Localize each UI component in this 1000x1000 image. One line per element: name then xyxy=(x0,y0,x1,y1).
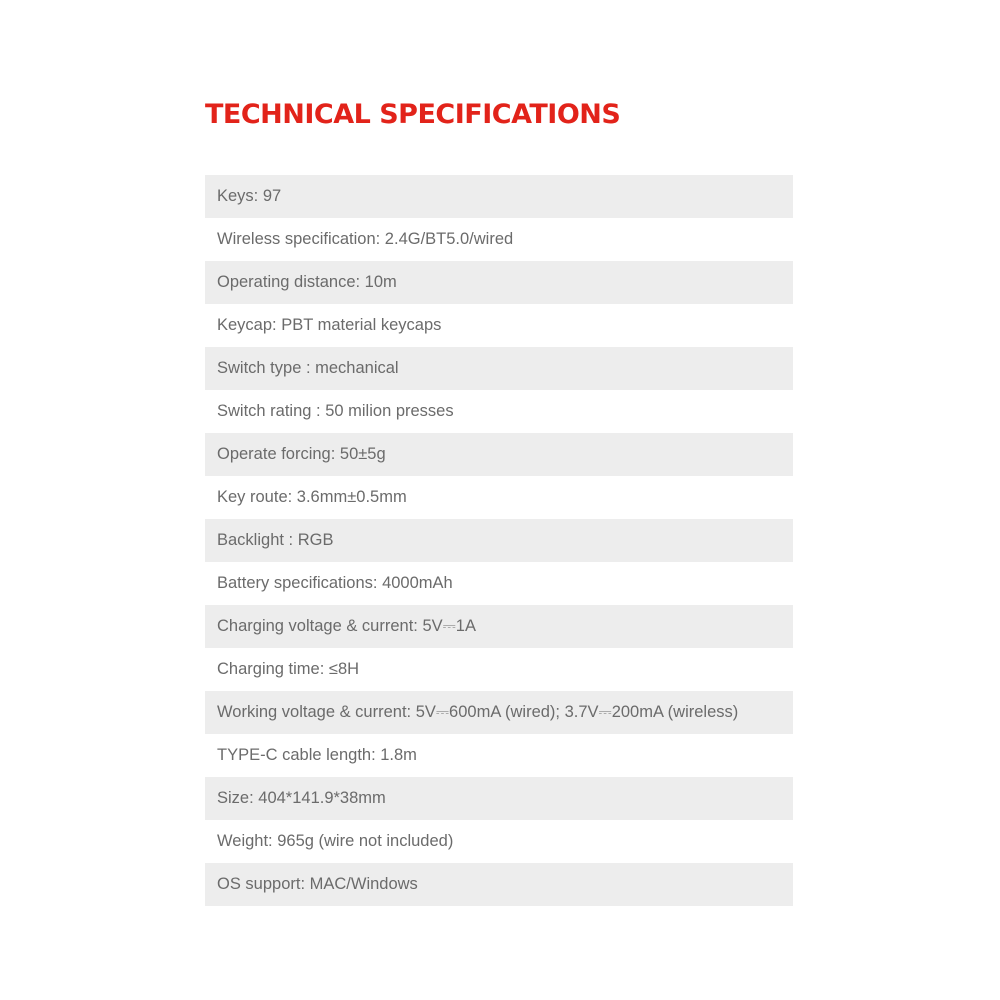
spec-row: Backlight : RGB xyxy=(205,519,793,562)
spec-row: Keys: 97 xyxy=(205,175,793,218)
spec-row: Key route: 3.6mm±0.5mm xyxy=(205,476,793,519)
spec-row: OS support: MAC/Windows xyxy=(205,863,793,906)
spec-row: TYPE-C cable length: 1.8m xyxy=(205,734,793,777)
spec-row: Keycap: PBT material keycaps xyxy=(205,304,793,347)
spec-row: Charging time: ≤8H xyxy=(205,648,793,691)
spec-row: Working voltage & current: 5V⎓600mA (wired); 3.7V⎓200mA (wireless) xyxy=(205,691,793,734)
spec-row: Battery specifications: 4000mAh xyxy=(205,562,793,605)
spec-row: Switch type : mechanical xyxy=(205,347,793,390)
spec-row: Size: 404*141.9*38mm xyxy=(205,777,793,820)
spec-row: Operating distance: 10m xyxy=(205,261,793,304)
spec-row: Wireless specification: 2.4G/BT5.0/wired xyxy=(205,218,793,261)
page-title: TECHNICAL SPECIFICATIONS xyxy=(205,99,621,130)
spec-row: Weight: 965g (wire not included) xyxy=(205,820,793,863)
spec-row: Charging voltage & current: 5V⎓1A xyxy=(205,605,793,648)
spec-list xyxy=(205,175,793,906)
spec-row: Switch rating : 50 milion presses xyxy=(205,390,793,433)
spec-row: Operate forcing: 50±5g xyxy=(205,433,793,476)
